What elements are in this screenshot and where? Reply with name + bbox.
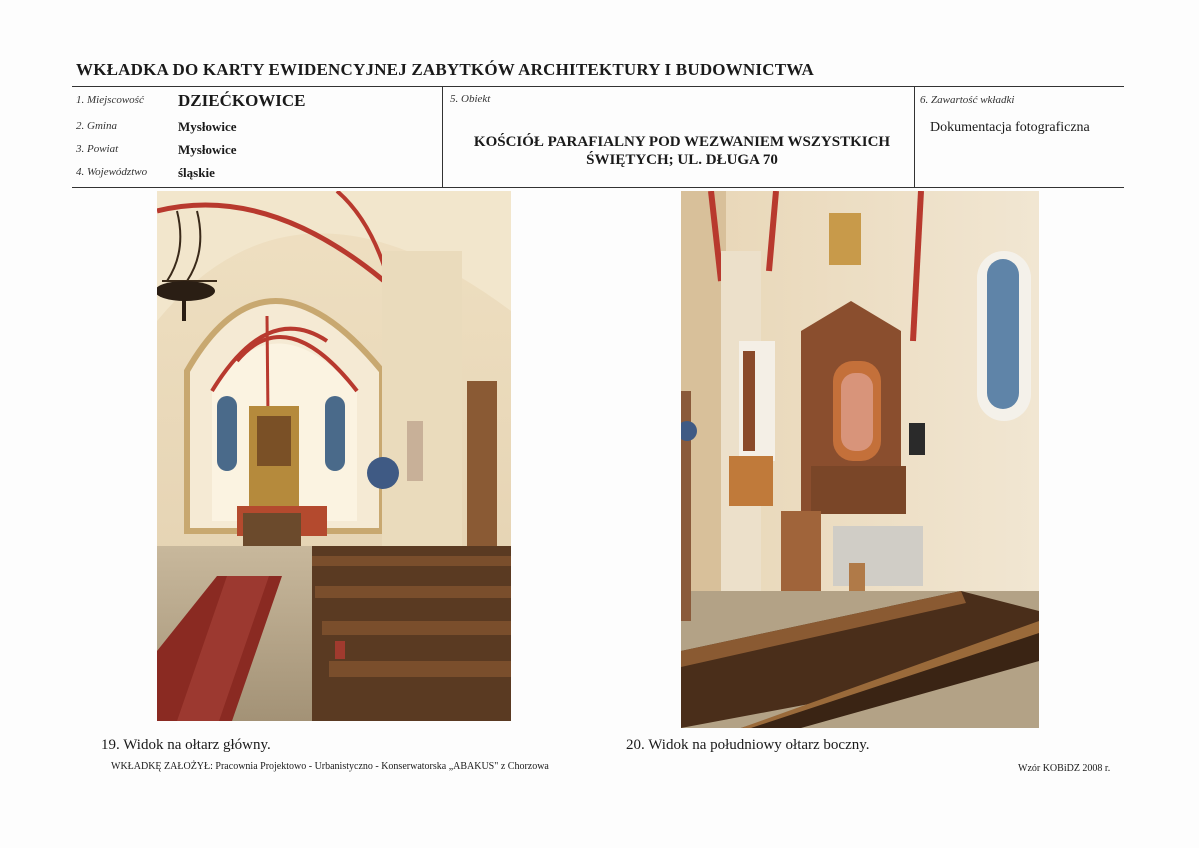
contents-value: Dokumentacja fotograficzna: [930, 120, 1090, 135]
photo-main-altar-image: [157, 191, 511, 721]
voivodeship-label: 4. Województwo: [76, 166, 148, 178]
object-name-line2: ŚWIĘTYCH; UL. DŁUGA 70: [586, 152, 778, 168]
footer-template: Wzór KOBiDZ 2008 r.: [1018, 763, 1111, 774]
locality-value: DZIEĆKOWICE: [178, 91, 306, 110]
county-label: 3. Powiat: [76, 143, 119, 155]
column-divider: [914, 87, 915, 187]
voivodeship-value: śląskie: [178, 165, 215, 180]
object-name-line1: KOŚCIÓŁ PARAFIALNY POD WEZWANIEM WSZYSTKICH: [473, 134, 891, 150]
commune-label: 2. Gmina: [76, 120, 117, 132]
object-label: 5. Obiekt: [450, 93, 491, 105]
photo-side-altar-image: [681, 191, 1039, 728]
document-title: WKŁADKA DO KARTY EWIDENCYJNEJ ZABYTKÓW ARCHITEKTURY I BUDOWNICTWA: [76, 60, 815, 79]
photo-main-altar: [157, 191, 511, 721]
footer-author: WKŁADKĘ ZAŁOŻYŁ: Pracownia Projektowo - Urbanistyczno - Konserwatorska „ABAKUS" z Chorzowa: [111, 761, 549, 772]
photo-caption-20: 20. Widok na południowy ołtarz boczny.: [626, 737, 870, 753]
locality-label: 1. Miejscowość: [76, 94, 144, 106]
county-value: Mysłowice: [178, 142, 237, 157]
object-name: [452, 133, 912, 169]
contents-label: 6. Zawartość wkładki: [920, 94, 1015, 106]
photo-side-altar: [681, 191, 1039, 728]
column-divider: [442, 87, 443, 187]
photo-caption-19: 19. Widok na ołtarz główny.: [101, 737, 271, 753]
commune-value: Mysłowice: [178, 119, 237, 134]
header-table: [72, 86, 1124, 188]
